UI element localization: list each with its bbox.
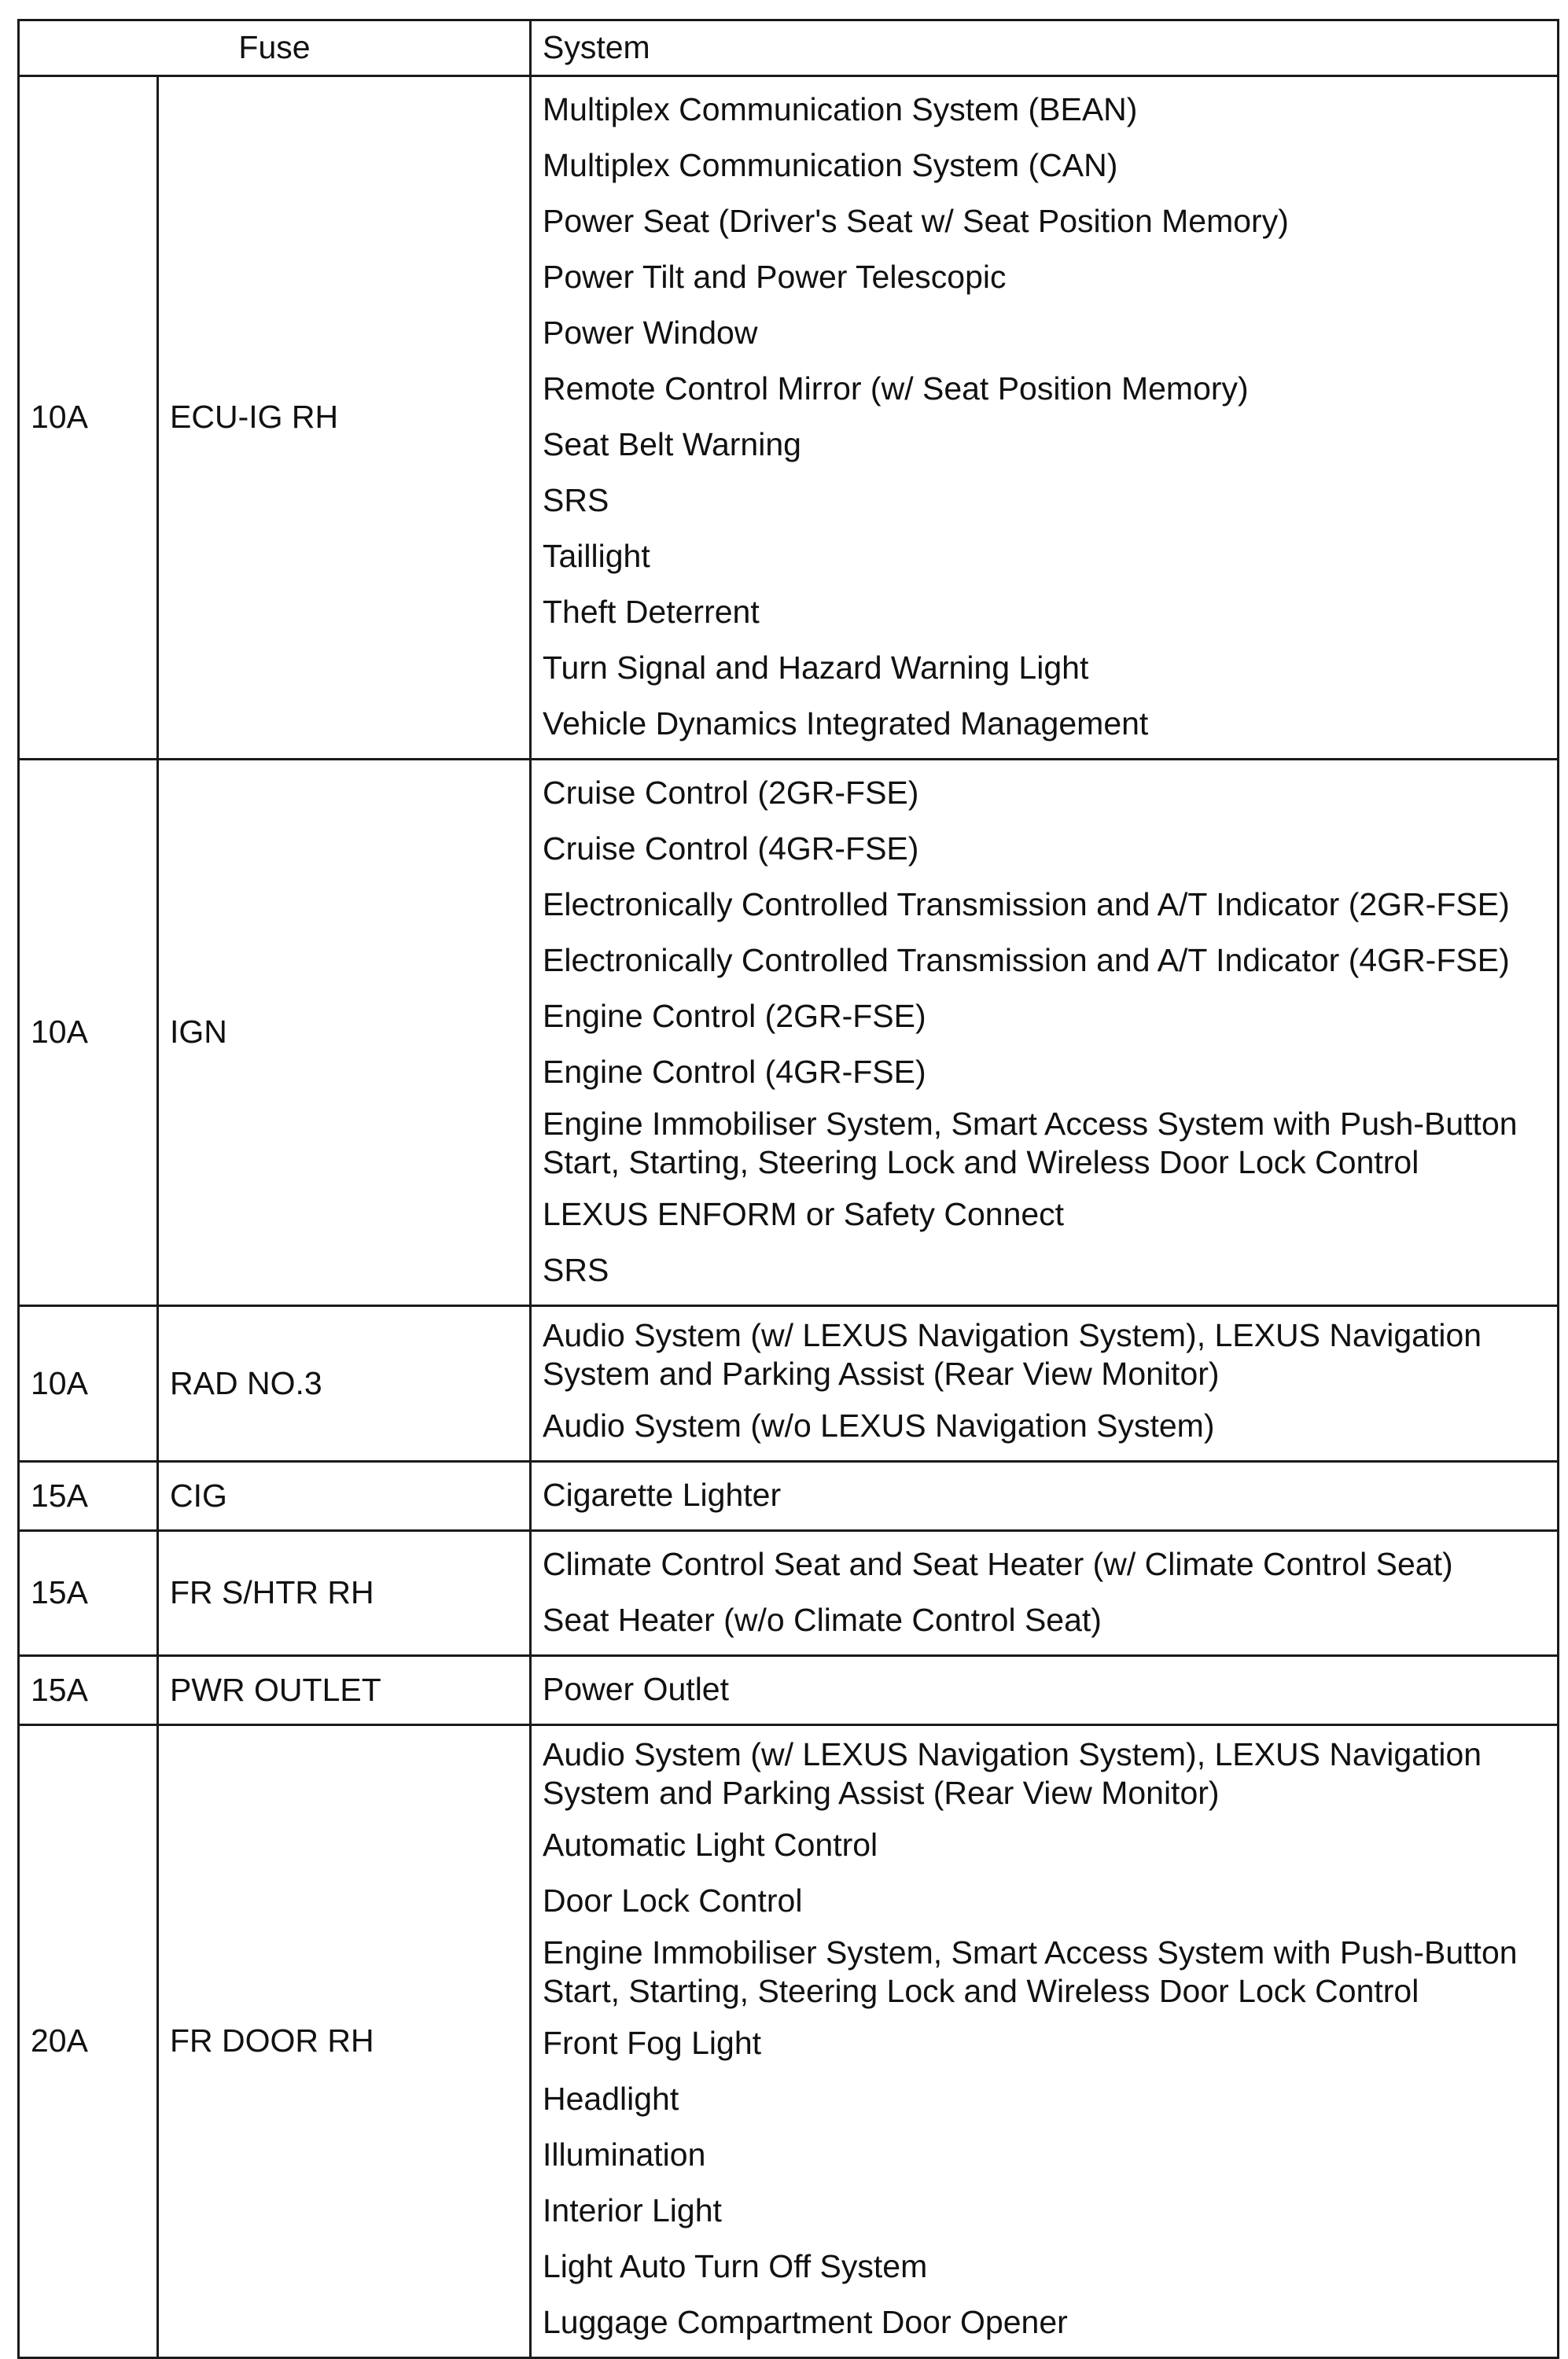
system-item: Vehicle Dynamics Integrated Management [543, 705, 1149, 742]
system-item: Front Fog Light [543, 2024, 762, 2061]
table-row [19, 760, 1559, 1306]
fuse-name: RAD NO.3 [158, 1306, 531, 1462]
system-item: Headlight [543, 2080, 679, 2117]
table-row [19, 1531, 1559, 1656]
system-item: Remote Control Mirror (w/ Seat Position Memory) [543, 370, 1249, 407]
system-item: LEXUS ENFORM or Safety Connect [543, 1195, 1065, 1232]
system-item: Cigarette Lighter [543, 1476, 782, 1513]
fuse-amperage: 10A [19, 76, 158, 760]
system-item: SRS [543, 1251, 609, 1288]
system-list [531, 1656, 1559, 1725]
fuse-name: FR S/HTR RH [158, 1531, 531, 1656]
system-item: Engine Control (2GR-FSE) [543, 997, 926, 1034]
system-item: Power Outlet [543, 1670, 729, 1707]
fuse-amperage: 10A [19, 1306, 158, 1462]
fuse-amperage: 10A [19, 760, 158, 1306]
fuse-amperage: 20A [19, 1725, 158, 2358]
system-item: Luggage Compartment Door Opener [543, 2303, 1068, 2340]
table-row [19, 1306, 1559, 1462]
system-item: Engine Immobiliser System, Smart Access System with Push-Button Start, Starting, Steering Lock and Wireless Door Lock Control [543, 1105, 1518, 1180]
system-item: Illumination [543, 2136, 706, 2173]
system-list [531, 1531, 1559, 1656]
system-column-header: System [531, 20, 1559, 76]
system-item: Electronically Controlled Transmission and A/T Indicator (4GR-FSE) [543, 941, 1510, 978]
system-item: Multiplex Communication System (CAN) [543, 146, 1118, 183]
fuse-name: IGN [158, 760, 531, 1306]
header-row [19, 20, 1559, 76]
system-item: Audio System (w/ LEXUS Navigation System), LEXUS Navigation System and Parking Assist (Rear View Monitor) [543, 1316, 1482, 1392]
table-row [19, 1462, 1559, 1531]
system-item: Power Window [543, 314, 758, 351]
system-item: Engine Control (4GR-FSE) [543, 1053, 926, 1090]
system-item: Taillight [543, 537, 650, 574]
system-item: Power Seat (Driver's Seat w/ Seat Position Memory) [543, 202, 1289, 239]
system-item: Cruise Control (4GR-FSE) [543, 830, 919, 867]
system-item: Audio System (w/o LEXUS Navigation System) [543, 1407, 1215, 1444]
fuse-name: PWR OUTLET [158, 1656, 531, 1725]
table-body [19, 76, 1559, 2358]
fuse-amperage: 15A [19, 1531, 158, 1656]
system-list [531, 760, 1559, 1306]
system-item: Climate Control Seat and Seat Heater (w/ Climate Control Seat) [543, 1545, 1453, 1582]
system-item: Door Lock Control [543, 1882, 803, 1919]
table-row [19, 76, 1559, 760]
system-item: Light Auto Turn Off System [543, 2247, 928, 2284]
system-item: Audio System (w/ LEXUS Navigation System), LEXUS Navigation System and Parking Assist (Rear View Monitor) [543, 1735, 1482, 1811]
system-item: Theft Deterrent [543, 593, 760, 630]
fuse-name: CIG [158, 1462, 531, 1531]
fuse-name: FR DOOR RH [158, 1725, 531, 2358]
system-item: Turn Signal and Hazard Warning Light [543, 649, 1089, 686]
system-item: Engine Immobiliser System, Smart Access System with Push-Button Start, Starting, Steering Lock and Wireless Door Lock Control [543, 1934, 1518, 2009]
fuse-column-header: Fuse [19, 20, 531, 76]
system-list [531, 1306, 1559, 1462]
system-item: Power Tilt and Power Telescopic [543, 258, 1007, 295]
system-list [531, 76, 1559, 760]
table-row [19, 1725, 1559, 2358]
system-item: Seat Heater (w/o Climate Control Seat) [543, 1601, 1102, 1638]
table-row [19, 1656, 1559, 1725]
fuse-name: ECU-IG RH [158, 76, 531, 760]
fuse-amperage: 15A [19, 1656, 158, 1725]
fuse-table [17, 19, 1559, 2359]
system-item: Interior Light [543, 2192, 722, 2228]
system-item: Multiplex Communication System (BEAN) [543, 90, 1138, 127]
system-item: Electronically Controlled Transmission and A/T Indicator (2GR-FSE) [543, 885, 1510, 922]
table-header [19, 20, 1559, 76]
fuse-amperage: 15A [19, 1462, 158, 1531]
system-item: Cruise Control (2GR-FSE) [543, 774, 919, 811]
system-list [531, 1462, 1559, 1531]
system-item: Automatic Light Control [543, 1826, 878, 1863]
system-list [531, 1725, 1559, 2358]
system-item: Seat Belt Warning [543, 425, 801, 462]
system-item: SRS [543, 481, 609, 518]
